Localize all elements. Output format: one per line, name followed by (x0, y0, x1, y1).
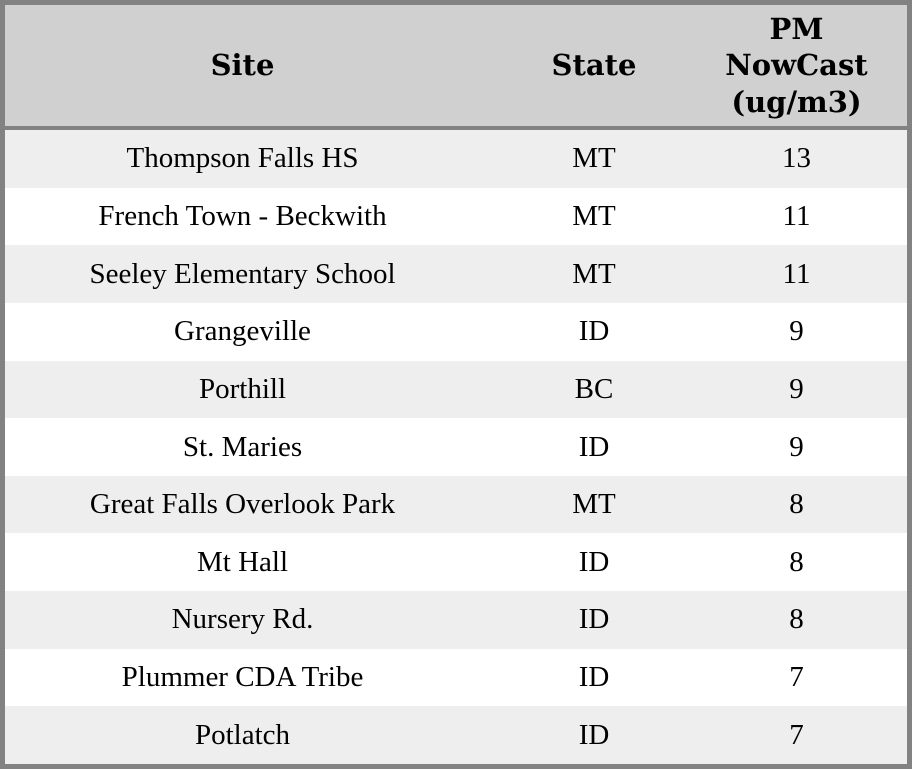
state-cell: BC (574, 372, 614, 405)
state-cell: MT (572, 142, 616, 175)
pm-value-cell: 7 (789, 661, 804, 694)
site-cell: Nursery Rd. (171, 603, 314, 636)
pm-value-cell: 7 (789, 718, 804, 751)
pm-value-cell: 9 (789, 315, 804, 348)
state-cell: ID (578, 545, 610, 578)
state-cell: MT (572, 199, 616, 232)
table-row (5, 533, 907, 591)
state-cell: ID (578, 718, 610, 751)
pm-value-cell: 8 (789, 545, 804, 578)
site-cell: French Town - Beckwith (98, 199, 387, 232)
table-row (5, 706, 907, 764)
table-row (5, 476, 907, 534)
pm-value-cell: 8 (789, 603, 804, 636)
table-row (5, 649, 907, 707)
pm-value-cell: 8 (789, 488, 804, 521)
site-cell: Plummer CDA Tribe (121, 661, 364, 694)
column-header-state: State (551, 48, 637, 83)
table-row (5, 130, 907, 188)
column-header-pm-nowcast: PM NowCast (ug/m3) (725, 11, 868, 119)
site-cell: Mt Hall (196, 545, 289, 578)
pm-value-cell: 13 (782, 142, 811, 175)
pm-value-cell: 9 (789, 430, 804, 463)
state-cell: ID (578, 603, 610, 636)
table-body (5, 130, 907, 764)
pm-value-cell: 9 (789, 372, 804, 405)
state-cell: MT (572, 488, 616, 521)
pm-value-cell: 11 (782, 199, 811, 232)
site-cell: Porthill (198, 372, 286, 405)
table-row (5, 418, 907, 476)
table-row (5, 591, 907, 649)
table-row (5, 361, 907, 419)
state-cell: ID (578, 315, 610, 348)
site-cell: Thompson Falls HS (126, 142, 359, 175)
site-cell: Seeley Elementary School (89, 257, 396, 290)
state-cell: MT (572, 257, 616, 290)
table-header-row (5, 5, 907, 130)
site-cell: Grangeville (174, 315, 311, 348)
site-cell: Potlatch (194, 718, 291, 751)
table-row (5, 188, 907, 246)
state-cell: ID (578, 430, 610, 463)
state-cell: ID (578, 661, 610, 694)
table-row (5, 303, 907, 361)
site-cell: Great Falls Overlook Park (89, 488, 396, 521)
pm-value-cell: 11 (782, 257, 811, 290)
column-header-site: Site (210, 48, 275, 83)
table-row (5, 245, 907, 303)
site-cell: St. Maries (182, 430, 303, 463)
